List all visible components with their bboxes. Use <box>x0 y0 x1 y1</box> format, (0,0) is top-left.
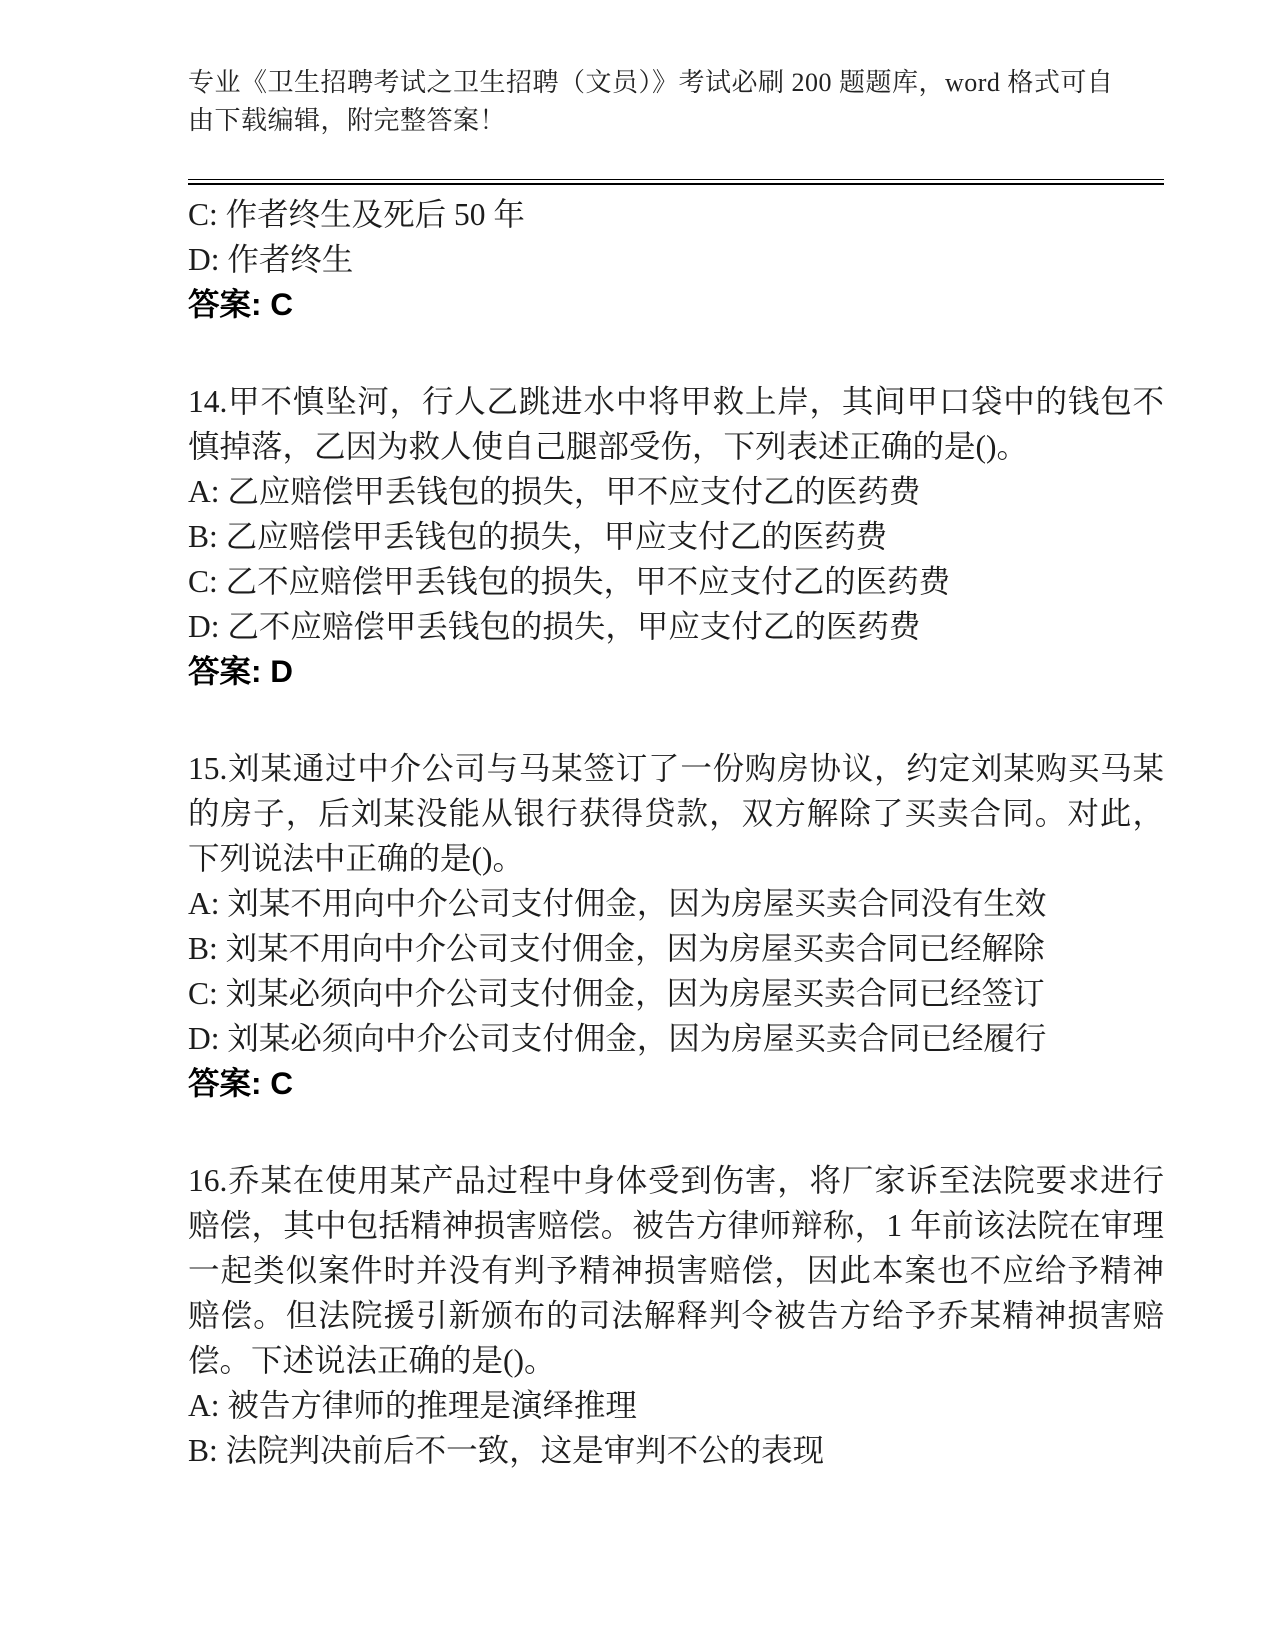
question-14-stem: 14.甲不慎坠河，行人乙跳进水中将甲救上岸，其间甲口袋中的钱包不慎掉落，乙因为救人使自己腿部受伤，下列表述正确的是()。 <box>188 384 1164 464</box>
question-15-option-b: B: 刘某不用向中介公司支付佣金，因为房屋买卖合同已经解除 <box>188 931 1045 966</box>
question-15-option-c: C: 刘某必须向中介公司支付佣金，因为房屋买卖合同已经签订 <box>188 976 1045 1011</box>
question-13-option-d: D: 作者终生 <box>188 242 354 277</box>
question-16-option-a: A: 被告方律师的推理是演绎推理 <box>188 1388 637 1423</box>
header-text-line-1: 专业《卫生招聘考试之卫生招聘（文员）》考试必刷 200 题题库，word 格式可自 <box>188 68 1114 97</box>
question-15-option-d: D: 刘某必须向中介公司支付佣金，因为房屋买卖合同已经履行 <box>188 1021 1047 1056</box>
question-14-answer: 答案: D <box>188 653 293 689</box>
question-16-option-b: B: 法院判决前后不一致，这是审判不公的表现 <box>188 1433 825 1468</box>
question-14-block <box>188 379 1164 694</box>
question-15-option-a: A: 刘某不用向中介公司支付佣金，因为房屋买卖合同没有生效 <box>188 886 1047 921</box>
document-body <box>188 192 1164 1525</box>
question-14-option-b: B: 乙应赔偿甲丢钱包的损失，甲应支付乙的医药费 <box>188 519 888 554</box>
question-16-block <box>188 1158 1164 1473</box>
question-13-answer: 答案: C <box>188 286 293 322</box>
question-15-answer: 答案: C <box>188 1065 293 1101</box>
header-text-line-2: 由下载编辑，附完整答案！ <box>188 106 507 135</box>
page-header <box>188 64 1164 140</box>
question-16-stem: 16.乔某在使用某产品过程中身体受到伤害，将厂家诉至法院要求进行赔偿，其中包括精神损害赔偿。被告方律师辩称，1 年前该法院在审理一起类似案件时并没有判予精神损害赔偿，因此本案也不应给予精神赔偿。但法院援引新颁布的司法解释判令被告方给予乔某精神损害赔偿。下述说法正确的是()。 <box>188 1163 1164 1378</box>
question-14-option-a: A: 乙应赔偿甲丢钱包的损失，甲不应支付乙的医药费 <box>188 474 921 509</box>
header-divider <box>188 179 1164 185</box>
question-15-block <box>188 746 1164 1106</box>
question-13-tail-block <box>188 192 1164 327</box>
question-13-option-c: C: 作者终生及死后 50 年 <box>188 197 525 232</box>
question-14-option-d: D: 乙不应赔偿甲丢钱包的损失，甲应支付乙的医药费 <box>188 609 921 644</box>
question-15-stem: 15.刘某通过中介公司与马某签订了一份购房协议，约定刘某购买马某的房子，后刘某没能从银行获得贷款，双方解除了买卖合同。对此，下列说法中正确的是()。 <box>188 751 1164 876</box>
question-14-option-c: C: 乙不应赔偿甲丢钱包的损失，甲不应支付乙的医药费 <box>188 564 951 599</box>
